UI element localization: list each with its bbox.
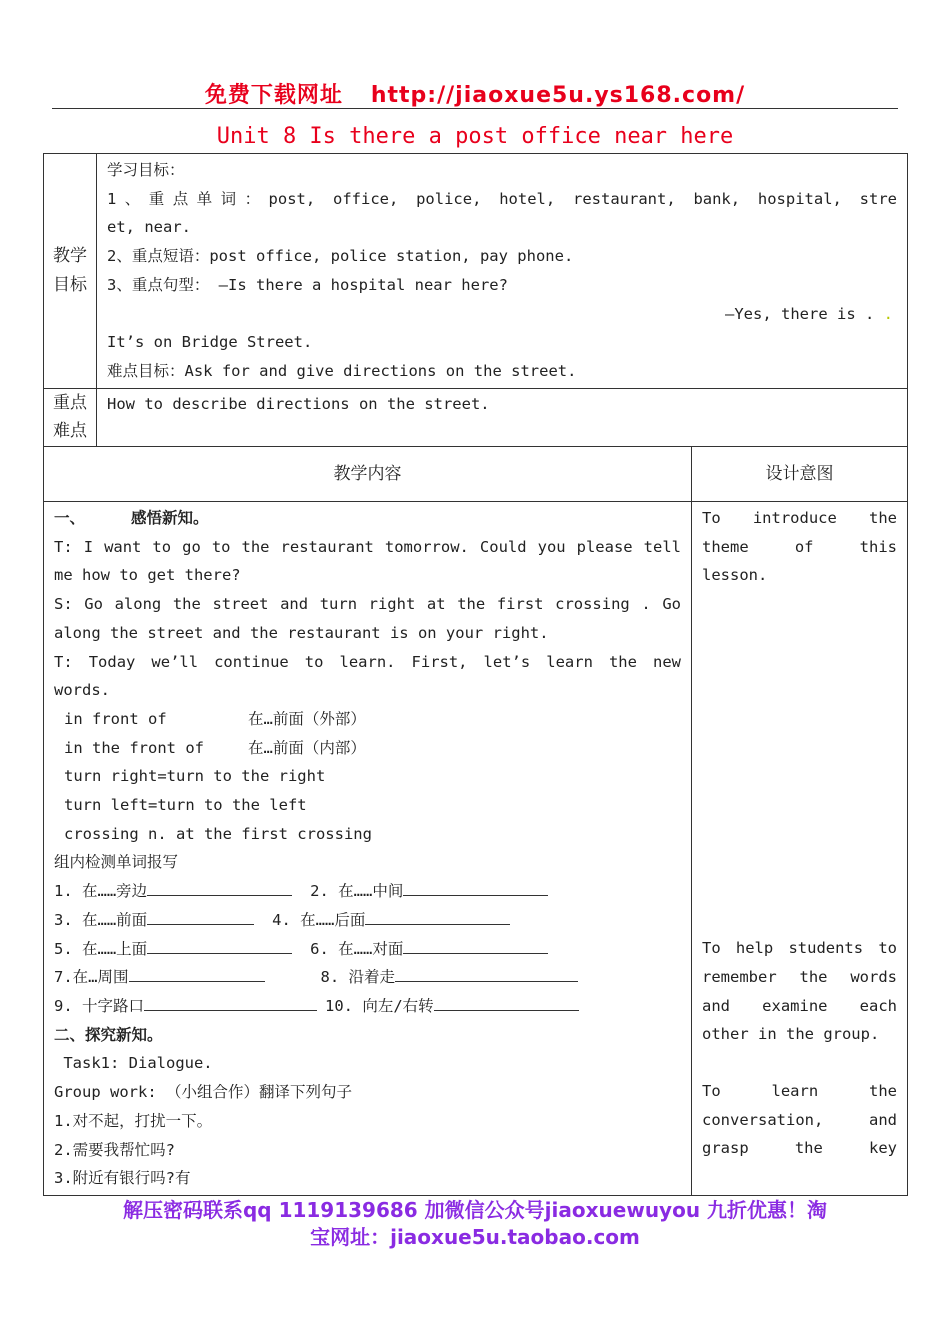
section2-heading: 二、探究新知。 — [54, 1025, 163, 1044]
download-header — [0, 78, 950, 109]
intent-line: To help students to — [702, 939, 897, 958]
goals-label-cell — [44, 154, 97, 389]
answer-blank[interactable] — [365, 906, 510, 925]
exercise-prompt: 10. 向左/右转 — [325, 996, 434, 1015]
exercise-prompt: 2. 在……中间 — [310, 882, 404, 901]
dialogue-line: words. — [54, 681, 110, 700]
dialogue-line: S: Go along the street and turn right at the first crossing . Go — [54, 595, 681, 614]
footer-line-1: 解压密码联系qq 1119139686 加微信公众号jiaoxuewuyou 九折优惠！淘 — [122, 1198, 828, 1222]
intent-spacer — [702, 590, 897, 934]
dialogue-line: me how to get there? — [54, 566, 241, 585]
answer-blank[interactable] — [147, 906, 254, 925]
intent-line: theme of this — [702, 537, 897, 556]
goal-line: 2、重点短语：post office, police station, pay phone. — [107, 247, 574, 266]
column-header-row — [44, 447, 908, 502]
goals-label: 教学目标 — [52, 246, 87, 295]
vocab-item — [54, 734, 681, 763]
goal-line: 学习目标： — [107, 161, 185, 179]
answer-blank[interactable] — [403, 935, 548, 954]
footer-line-2[interactable]: 宝网址：jiaoxue5u.taobao.com — [310, 1225, 640, 1249]
exercise-row — [54, 992, 681, 1021]
intent-spacer — [702, 1049, 897, 1077]
keypoints-content — [97, 388, 908, 446]
goal-line: et, near. — [107, 218, 191, 237]
footer-promo — [0, 1197, 950, 1251]
dot-mark: . — [883, 304, 893, 323]
exercise-row — [54, 963, 681, 992]
goal-line: It’s on Bridge Street. — [107, 333, 313, 352]
answer-blank[interactable] — [434, 992, 579, 1011]
exercise-row — [54, 906, 681, 935]
intent-column — [692, 502, 908, 1196]
goal-answer: —Yes, there is . — [725, 304, 875, 323]
dialogue-line: T: Today we’ll continue to learn. First, let’s learn the new — [54, 652, 681, 671]
translate-item: 3.附近有银行吗?有 — [54, 1169, 191, 1188]
vocab-item — [54, 705, 681, 734]
group-work-label: Group work: （小组合作）翻译下列句子 — [54, 1083, 352, 1102]
keypoints-row — [44, 388, 908, 446]
exercise-row — [54, 935, 681, 964]
exercise-row — [54, 877, 681, 906]
section1-num: 一、 — [54, 509, 86, 528]
dialogue-line: along the street and the restaurant is on your right. — [54, 623, 549, 642]
section1-heading — [54, 504, 681, 533]
exercise-prompt: 1. 在……旁边 — [54, 882, 148, 901]
header-url-link[interactable]: http://jiaoxue5u.ys168.com/ — [370, 83, 746, 108]
vocab-item: turn right=turn to the right — [64, 767, 326, 786]
goal-line: 1、重点单词：post, office, police, hotel, restaurant, bank, hospital, stre — [107, 189, 897, 208]
keypoints-label: 重点难点 — [52, 392, 87, 442]
answer-blank[interactable] — [147, 877, 292, 896]
lesson-plan-table — [43, 153, 908, 1196]
exercise-prompt: 8. 沿着走 — [320, 968, 395, 987]
dialogue-line: T: I want to go to the restaurant tomorrow. Could you please tell — [54, 537, 681, 556]
answer-blank[interactable] — [395, 963, 578, 982]
answer-blank[interactable] — [403, 877, 548, 896]
goals-row — [44, 154, 908, 389]
exercise-prompt: 4. 在……后面 — [272, 910, 366, 929]
intent-line: lesson. — [702, 566, 768, 585]
goal-line — [107, 300, 897, 329]
exercise-title: 组内检测单词报写 — [54, 853, 179, 872]
keypoints-label-cell — [44, 388, 97, 446]
answer-blank[interactable] — [144, 992, 317, 1011]
exercise-prompt: 5. 在……上面 — [54, 939, 148, 958]
intent-line: remember the words — [702, 967, 897, 986]
intent-column-header: 设计意图 — [692, 447, 908, 502]
goals-content — [97, 154, 908, 389]
translate-item: 1.对不起，打扰一下。 — [54, 1111, 213, 1130]
intent-line: and examine each — [702, 996, 897, 1015]
answer-blank[interactable] — [147, 935, 292, 954]
exercise-prompt: 7.在…周围 — [54, 968, 129, 987]
intent-line: To learn the — [702, 1081, 897, 1100]
unit-title: Unit 8 Is there a post office near here — [216, 124, 734, 149]
exercise-prompt: 3. 在……前面 — [54, 910, 148, 929]
intent-line: other in the group. — [702, 1025, 880, 1044]
answer-blank[interactable] — [129, 963, 265, 982]
vocab-zh: 在…前面（内部） — [248, 738, 366, 757]
intent-line: conversation, and — [702, 1110, 897, 1129]
exercise-prompt: 6. 在……对面 — [310, 939, 404, 958]
keypoints-text: How to describe directions on the street. — [107, 394, 490, 413]
vocab-item: crossing n. at the first crossing — [64, 824, 372, 843]
header-label: 免费下载网址 — [204, 83, 343, 108]
content-row — [44, 502, 908, 1196]
main-content — [44, 502, 692, 1196]
translate-item: 2.需要我帮忙吗? — [54, 1140, 175, 1159]
intent-line: grasp the key — [702, 1139, 897, 1158]
vocab-en: in front of — [64, 709, 167, 728]
header-divider — [52, 108, 898, 109]
section1-title: 感悟新知。 — [131, 509, 209, 528]
content-column-header: 教学内容 — [44, 447, 692, 502]
intent-line: To introduce the — [702, 509, 897, 528]
vocab-zh: 在…前面（外部） — [248, 709, 366, 728]
vocab-en: in the front of — [64, 738, 204, 757]
vocab-item: turn left=turn to the left — [64, 796, 307, 815]
goal-line: 难点目标：Ask for and give directions on the street. — [107, 361, 577, 380]
goal-line: 3、重点句型： —Is there a hospital near here? — [107, 275, 508, 294]
exercise-prompt: 9. 十字路口 — [54, 996, 144, 1015]
task-label: Task1: Dialogue. — [54, 1054, 213, 1073]
